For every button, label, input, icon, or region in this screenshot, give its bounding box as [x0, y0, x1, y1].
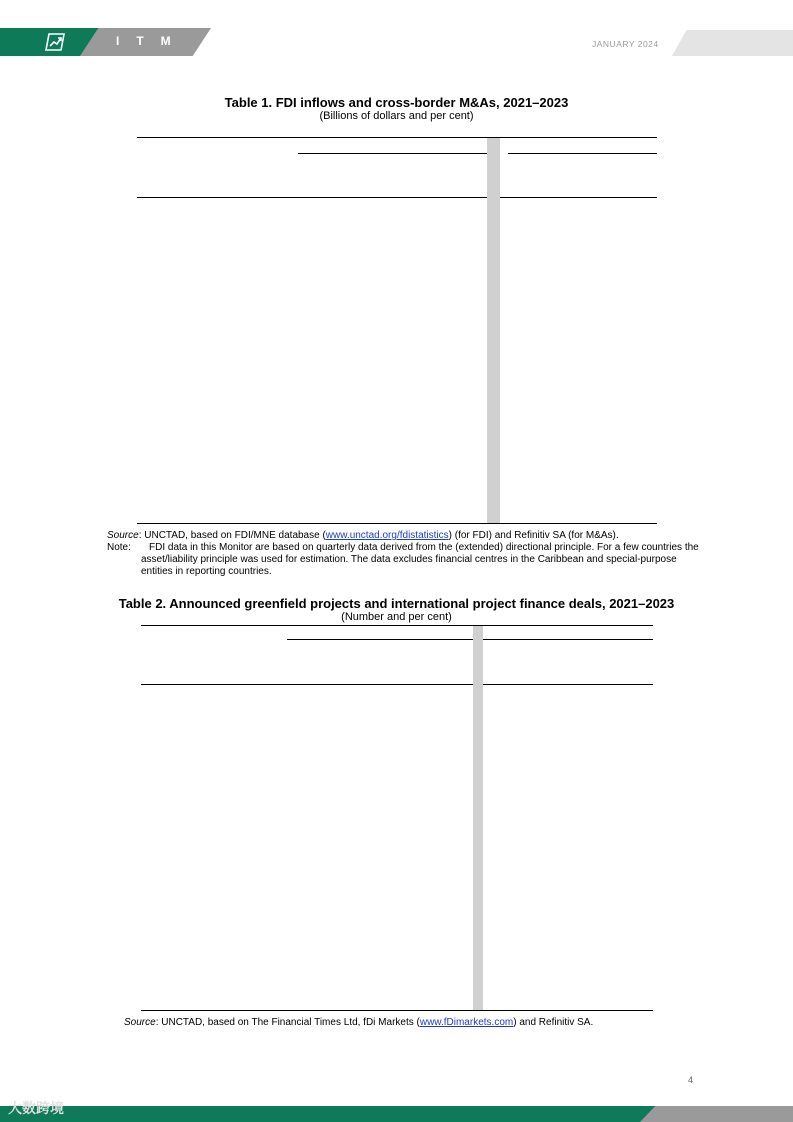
page-number: 4 [688, 1075, 694, 1085]
source-label: Source [124, 1017, 156, 1028]
footer-banner-accent [640, 1106, 793, 1122]
source-text: : UNCTAD, based on FDI/MNE database ( [138, 530, 326, 541]
table1-title: Table 1. FDI inflows and cross-border M&As, 2021–2023 [224, 95, 569, 110]
table2-subtitle: (Number and per cent) [341, 611, 452, 623]
section-rule [287, 639, 473, 640]
top-rule [137, 137, 657, 138]
header-bottom-rule [141, 684, 653, 685]
table1-note: FDI data in this Monitor are based on quarterly data derived from the (extended) directional principle. For a few countries the asset/liability principle was used for estimation. The data excludes financial centres in the Caribbean and special-purpose entities in reporting countries. [141, 542, 699, 577]
bottom-rule [137, 523, 657, 524]
table2-source [124, 1017, 724, 1029]
table1-source [107, 530, 707, 542]
header-banner-right [672, 30, 793, 56]
source-text-end: ) (for FDI) and Refinitiv SA (for M&As). [448, 530, 619, 541]
header-rule [298, 153, 487, 154]
source-text: : UNCTAD, based on The Financial Times Ltd, fDi Markets ( [155, 1017, 420, 1028]
column-divider [473, 626, 483, 1010]
brand-name: ITM [116, 34, 188, 48]
table1-subtitle: (Billions of dollars and per cent) [319, 110, 474, 122]
footer-banner [0, 1106, 660, 1122]
report-date: JANUARY 2024 [592, 39, 659, 49]
top-rule [141, 625, 653, 626]
section-rule [508, 153, 657, 154]
source-label: Source [107, 530, 139, 541]
header-bottom-rule [137, 197, 657, 198]
bottom-rule [141, 1010, 653, 1011]
source-text-end: ) and Refinitiv SA. [513, 1017, 594, 1028]
source-link[interactable]: www.unctad.org/fdistatistics [325, 530, 449, 541]
section-rule [483, 639, 653, 640]
note-label: Note: [107, 542, 131, 553]
column-divider [487, 138, 500, 523]
watermark: 大数跨境 [8, 1100, 64, 1116]
table2-title: Table 2. Announced greenfield projects and international project finance deals, 2021–2023 [118, 596, 675, 611]
source-link[interactable]: www.fDimarkets.com [419, 1017, 514, 1028]
growth-chart-icon [44, 31, 68, 53]
